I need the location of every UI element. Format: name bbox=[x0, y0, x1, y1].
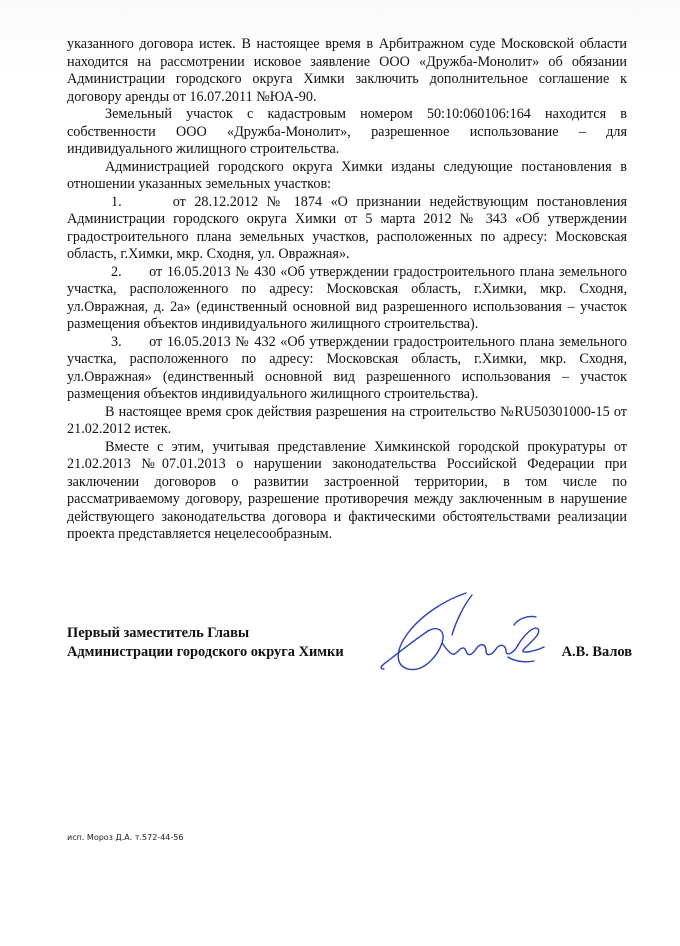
paragraph-permit: В настоящее время срок действия разрешения на строительство №RU50301000-15 от 21.02.2012 истек. bbox=[67, 403, 627, 437]
executor-note: исп. Мороз Д.А. т.572-44-56 bbox=[67, 833, 184, 842]
signatory-name: А.В. Валов bbox=[561, 644, 632, 660]
paragraph-conclusion: Вместе с этим, учитывая представление Химкинской городской прокуратуры от 21.02.2013 №07.01.2013 о нарушении законодательства Российской Федерации при заключении договоров о развитии застроенной территории, в том числе по рассматриваемому договору, разрешение противоречия между заключенным в нарушение действующего законодательства договора и фактическими обстоятельствами реализации проекта представляется нецелесообразным. bbox=[67, 438, 627, 542]
paragraph-1: указанного договора истек. В настоящее время в Арбитражном суде Московской области находится на рассмотрении исковое заявление ООО «Дружба-Монолит» об обязании Администрации городского округа Химки заключить дополнительное соглашение к договору аренды от 16.07.2011 №ЮА-90. bbox=[67, 36, 627, 105]
signatory-position-line2: Администрации городского округа Химки bbox=[67, 644, 344, 660]
document-body bbox=[67, 36, 631, 544]
list-item-1: 1. от 28.12.2012 № 1874 «О признании недействующим постановления Администрации городского округа Химки от 5 марта 2012 № 343 «Об утверждении градостроительного плана земельных участков, расположенных по адресу: Московская область, г.Химки, мкр. Сходня, ул. Овражная». bbox=[67, 193, 631, 262]
list-item-2: 2. от 16.05.2013 № 430 «Об утверждении градостроительного плана земельного участка, расположенного по адресу: Московская область, г.Химки, мкр. Сходня, ул.Овражная, д. 2а» (единственный основной вид разрешенного использования – участок размещения объектов индивидуального жилищного строительства). bbox=[67, 263, 631, 332]
list-item-3: 3. от 16.05.2013 № 432 «Об утверждении градостроительного плана земельного участка, расположенного по адресу: Московская область, г.Химки, мкр. Сходня, ул.Овражная» (единственный основной вид разрешенного использования – участок размещения объектов индивидуального жилищного строительства). bbox=[67, 333, 631, 402]
signatory-position-line1: Первый заместитель Главы bbox=[67, 625, 250, 641]
paragraph-2: Земельный участок с кадастровым номером 50:10:060106:164 находится в собственности ООО «Дружба-Монолит», разрешенное использование – для индивидуального жилищного строительства. bbox=[67, 106, 627, 157]
signature-block bbox=[67, 624, 632, 662]
paragraph-3: Администрацией городского округа Химки изданы следующие постановления в отношении указанных земельных участков: bbox=[67, 158, 627, 192]
